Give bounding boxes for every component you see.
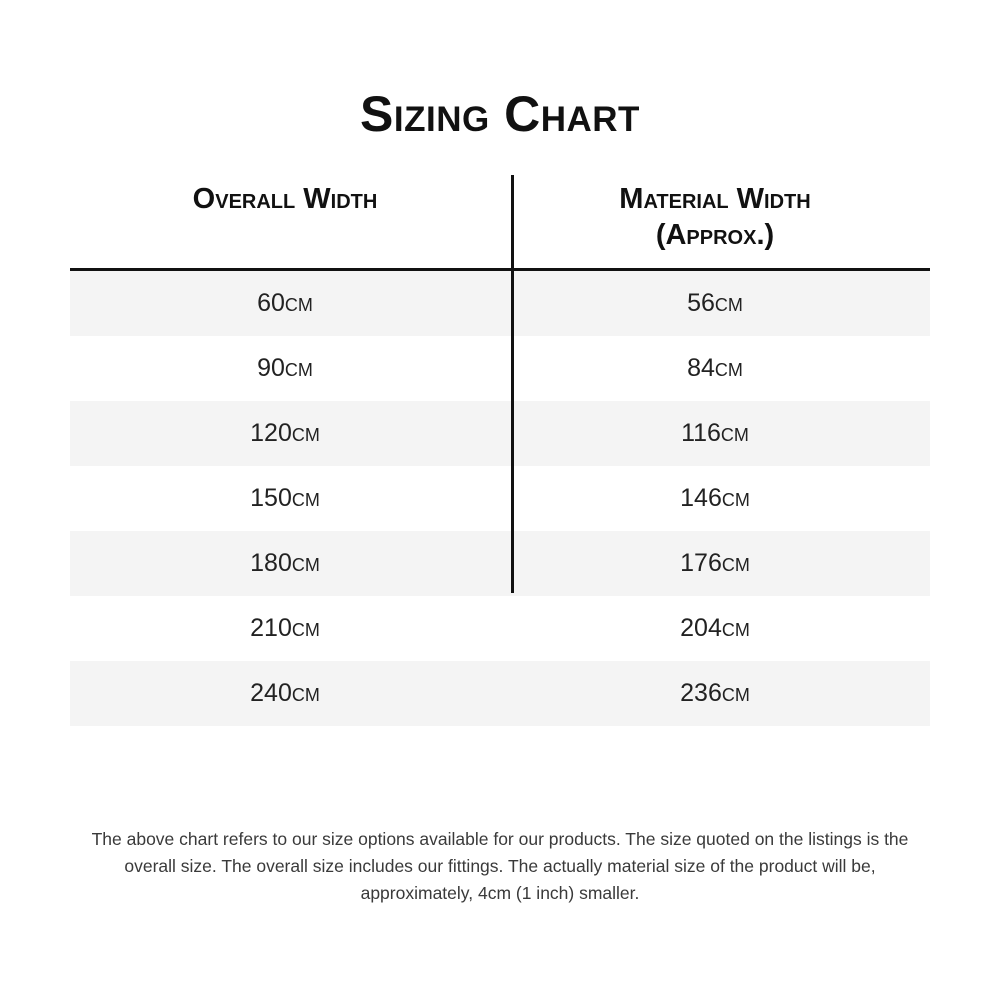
table-row [70,336,930,401]
table-header [70,175,930,269]
table-row [70,466,930,531]
cell-material-width: 236cm [500,661,930,726]
cell-overall-width: 180cm [70,531,500,596]
table-row [70,401,930,466]
cell-material-width: 56cm [500,269,930,336]
table-row [70,596,930,661]
cell-material-width: 116cm [500,401,930,466]
footnote-text: The above chart refers to our size options available for our products. The size quoted on the listings is the overall size. The overall size includes our fittings. The actually material size of the product will be, approximately, 4cm (1 inch) smaller. [91,828,909,903]
cell-overall-width: 150cm [70,466,500,531]
table-row [70,661,930,726]
cell-overall-width: 210cm [70,596,500,661]
cell-material-width: 146cm [500,466,930,531]
cell-material-width: 84cm [500,336,930,401]
table-row [70,269,930,336]
column-header-material-width-line2: (Approx.) [655,219,775,252]
cell-material-width: 176cm [500,531,930,596]
cell-material-width: 204cm [500,596,930,661]
cell-overall-width: 120cm [70,401,500,466]
table-header-row [70,175,930,269]
page-title: Sizing Chart [360,86,640,142]
column-header-material-width-line1: Material Width [619,183,811,215]
column-header-material-width [500,175,930,269]
column-divider [511,175,514,593]
sizing-table [70,175,930,726]
cell-overall-width: 90cm [70,336,500,401]
table-row [70,531,930,596]
column-header-overall-width [70,175,500,269]
column-header-overall-width-line1: Overall Width [192,183,378,215]
sizing-table-container [70,175,930,726]
cell-overall-width: 60cm [70,269,500,336]
table-body [70,269,930,726]
cell-overall-width: 240cm [70,661,500,726]
